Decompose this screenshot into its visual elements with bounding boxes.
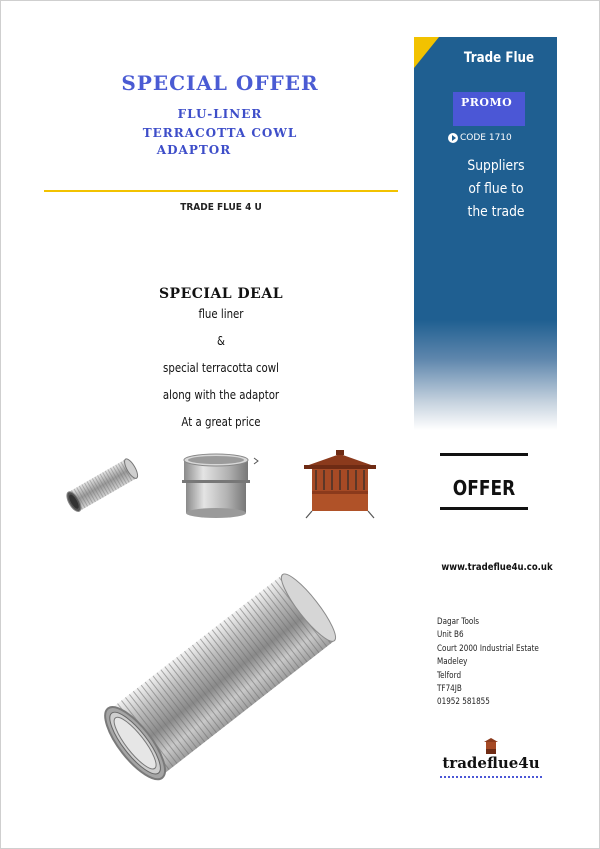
address-line: Dagar Tools <box>437 617 480 627</box>
flue-liner-large-image <box>100 556 342 796</box>
corner-triangle <box>414 37 439 68</box>
flue-liner-small-image <box>60 450 146 522</box>
cowl-logo-icon <box>483 737 499 755</box>
product-adaptor: ADAPTOR <box>156 143 232 157</box>
deal-line: special terracotta cowl <box>163 361 279 375</box>
address-line: Telford <box>437 670 462 681</box>
promo-sidebar <box>414 37 557 430</box>
logo-underline <box>440 776 542 778</box>
offer-bottom-rule <box>440 507 528 510</box>
play-icon <box>448 133 458 143</box>
sidebar-brand: Trade Flue <box>463 50 535 66</box>
tradeflue4u-logo <box>438 737 544 781</box>
yellow-divider <box>44 190 398 192</box>
address-block <box>437 616 539 710</box>
product-terracotta-cowl: TERRACOTTA COWL <box>142 126 298 140</box>
address-line: TF74JB <box>437 684 462 695</box>
offer-label: OFFER <box>452 476 516 500</box>
address-line: Madeley <box>437 657 468 668</box>
deal-line: At a great price <box>181 415 261 429</box>
promo-label: PROMO <box>461 96 513 109</box>
adaptor-image <box>178 452 264 520</box>
deal-line: flue liner <box>198 307 244 321</box>
product-flu-liner: FLU-LINER <box>177 107 263 121</box>
deal-title: SPECIAL DEAL <box>158 286 284 302</box>
deal-line: along with the adaptor <box>162 388 280 402</box>
website-link[interactable]: www.tradeflue4u.co.uk <box>441 562 553 573</box>
offer-title: SPECIAL OFFER <box>121 71 319 95</box>
logo-text: tradeflue4u <box>442 754 540 772</box>
promo-badge <box>453 92 525 126</box>
promo-code-row <box>448 133 512 143</box>
deal-line: & <box>217 334 225 348</box>
tagline: Suppliers of flue to the trade <box>467 158 525 220</box>
promo-code: CODE 1710 <box>460 133 512 143</box>
brand-name: TRADE FLUE 4 U <box>180 202 262 213</box>
address-line: Court 2000 Industrial Estate <box>437 643 539 654</box>
address-line: Unit B6 <box>437 630 464 641</box>
offer-top-rule <box>440 453 528 456</box>
terracotta-cowl-image <box>300 450 380 522</box>
address-line: 01952 581855 <box>437 697 490 708</box>
